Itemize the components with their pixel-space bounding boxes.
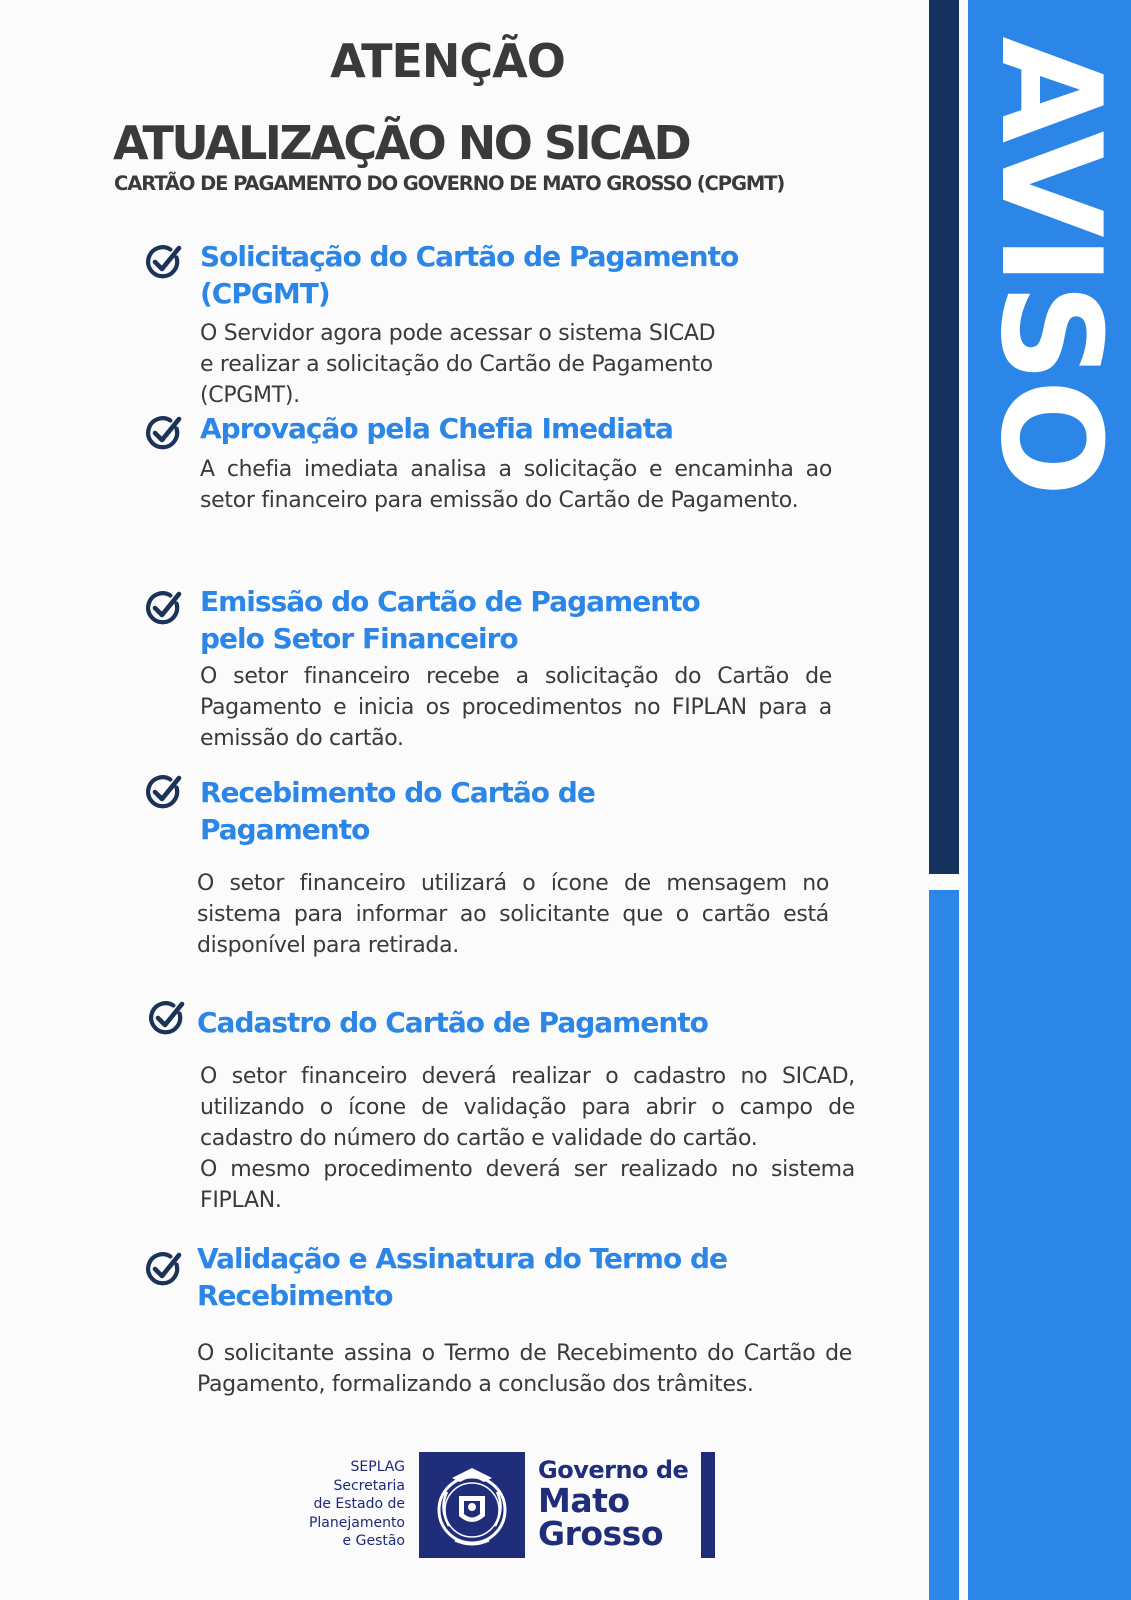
page-subtitle: CARTÃO DE PAGAMENTO DO GOVERNO DE MATO GROSSO (CPGMT) — [114, 172, 785, 195]
page-title: ATUALIZAÇÃO NO SICAD — [113, 116, 690, 170]
item-text: O setor financeiro recebe a solicitação do Cartão de Pagamento e inicia os procedimentos no FIPLAN para a emissão do cartão. — [200, 664, 832, 751]
item-title: Validação e Assinatura do Termo de Recebimento — [197, 1242, 727, 1312]
aviso-label: AVISO — [970, 36, 1131, 494]
check-circle-icon — [143, 242, 183, 282]
check-circle-icon — [143, 588, 183, 628]
check-circle-icon — [143, 413, 183, 453]
governo-mt-logo-text: Governo de Mato Grosso — [538, 1456, 689, 1553]
state-crest-icon — [419, 1452, 525, 1558]
item-text: O solicitante assina o Termo de Recebimento do Cartão de Pagamento, formalizando a conclusão dos trâmites. — [197, 1341, 852, 1397]
item-text: A chefia imediata analisa a solicitação e encaminha ao setor financeiro para emissão do Cartão de Pagamento. — [200, 457, 832, 513]
seplag-logo-text: SEPLAG Secretaria de Estado de Planejamento e Gestão — [308, 1459, 405, 1549]
item-text: O setor financeiro deverá realizar o cadastro no SICAD, utilizando o ícone de validação para abrir o campo de cadastro do número do cartão e validade do cartão. — [200, 1064, 855, 1151]
item-text: O setor financeiro utilizará o ícone de mensagem no sistema para informar ao solicitante que o cartão está disponível para retirada. — [197, 871, 829, 958]
item-title: Cadastro do Cartão de Pagamento — [197, 1006, 708, 1039]
item-text: O Servidor agora pode acessar o sistema SICAD e realizar a solicitação do Cartão de Pagamento (CPGMT). — [200, 321, 716, 408]
check-circle-icon — [143, 772, 183, 812]
check-circle-icon — [146, 998, 186, 1038]
item-title: Solicitação do Cartão de Pagamento (CPGMT) — [200, 240, 739, 310]
check-circle-icon — [143, 1249, 183, 1289]
item-text-secondary: O mesmo procedimento deverá ser realizado no sistema FIPLAN. — [200, 1157, 855, 1213]
item-title: Emissão do Cartão de Pagamento pelo Setor Financeiro — [200, 585, 700, 655]
logo-divider-bar — [701, 1452, 715, 1558]
attention-heading: ATENÇÃO — [330, 34, 565, 88]
blue-vertical-bar — [929, 890, 959, 1600]
dark-vertical-bar — [929, 0, 959, 874]
item-title: Recebimento do Cartão de Pagamento — [200, 776, 595, 846]
item-title: Aprovação pela Chefia Imediata — [200, 412, 673, 445]
